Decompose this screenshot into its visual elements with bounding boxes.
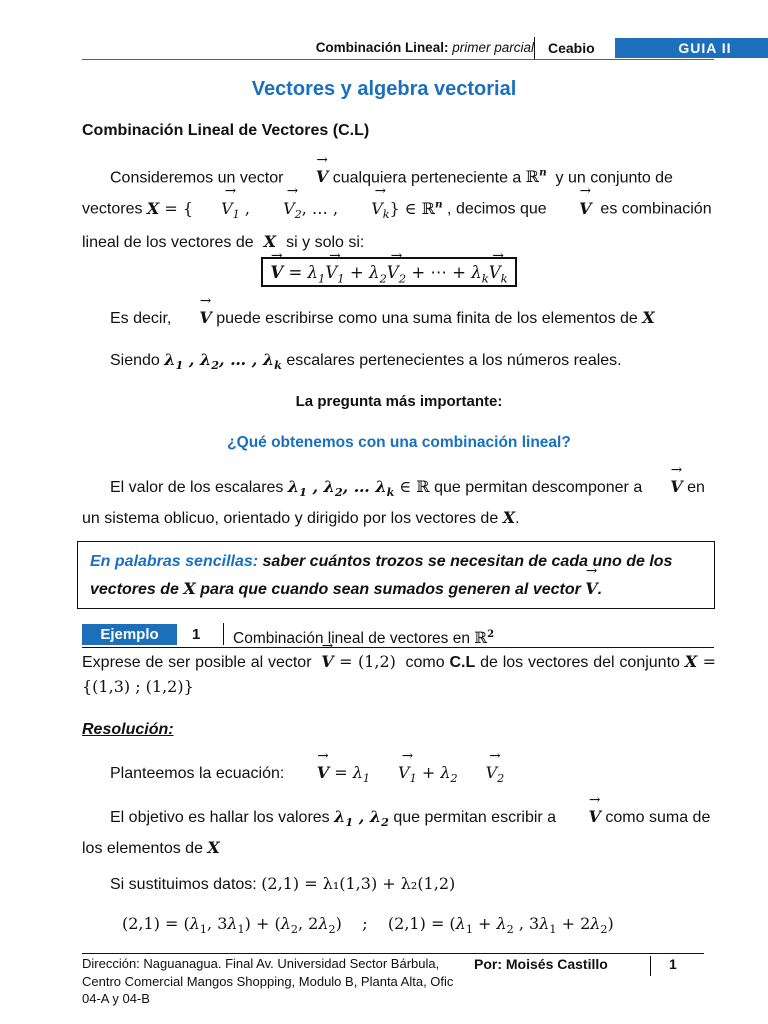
question-heading: La pregunta más importante:: [295, 393, 503, 410]
resolution-heading: Resolución:: [82, 721, 174, 738]
example-number: 1: [192, 626, 201, 643]
header-title: Combinación Lineal: primer parcial: [315, 40, 534, 55]
definition-box: En palabras sencillas: saber cuántos trozos se necesitan de cada uno de los vectores de X para que cuando sean sumados generen al vector → V.: [77, 541, 715, 609]
linear-combination-formula: → $V = \lambda_1\to V_1 + \lambda_2\to V_2$ + ⋯ + $\lambda_k\to V_k$: [261, 257, 517, 287]
section-title: Combinación Lineal de Vectores (C.L): [82, 122, 370, 139]
example-rule: [82, 647, 714, 648]
footer-rule: [82, 953, 704, 954]
example-header: [82, 623, 714, 647]
example-title: Combinación lineal de vectores en ℝ$^2$: [233, 629, 495, 648]
footer-author: Por: Moisés Castillo: [474, 956, 608, 972]
example-statement: Exprese de ser posible al vector → V = (1,2) como C.L de los vectores del conjunto X = {(1,3) ; (1,2)}: [82, 650, 716, 700]
intro-paragraph: Consideremos un vector → V cualquiera perteneciente a ℝ$^n$ y un conjunto de vectores X = {→ $V_1$ , → $V_2$, … , → $V_k$} ∈ ℝ$^n$ , decimos que → V es combinación lineal de los vectores de X si y solo si:: [82, 160, 716, 256]
example-divider: [223, 623, 224, 645]
question-text: ¿Qué obtenemos con una combinación lineal?: [227, 434, 571, 451]
page-number: 1: [669, 956, 677, 972]
page-header: [82, 37, 732, 61]
resolution-step2: El objetivo es hallar los valores $\lambda_1$ , $\lambda_2$ que permitan escribir a → V como suma de los elementos de X: [82, 804, 716, 861]
footer-divider: [650, 956, 651, 976]
header-guide-badge: GUIA II: [615, 38, 768, 58]
siendo-line: Siendo $\lambda_1$ , $\lambda_2$, … , $\lambda_k$ escalares pertenecientes a los números reales.: [110, 350, 622, 373]
answer-paragraph: El valor de los escalares $\lambda_1$ , $\lambda_2$, … $\lambda_k$ ∈ ℝ que permitan descomponer a→ V en un sistema oblicuo, orientado y dirigido por los vectores de X.: [82, 474, 716, 531]
example-label: Ejemplo: [82, 624, 177, 645]
header-rule: [82, 59, 714, 60]
header-divider: [534, 37, 535, 59]
header-brand: Ceabio: [548, 40, 595, 56]
page-title: Vectores y algebra vectorial: [251, 78, 517, 100]
es-decir-line: Es decir,→ V puede escribirse como una suma finita de los elementos de X: [82, 305, 716, 332]
resolution-step3: Si sustituimos datos: (2,1) = λ₁(1,3) + λ₂(1,2): [110, 874, 456, 893]
resolution-equations: $(2,1) = (\lambda_1$, $3\lambda_1) + (\lambda_2$, $2\lambda_2$) ; $(2,1) = (\lambda_1 + \lambda_2$ , $3\lambda_1 + 2\lambda_2$): [122, 914, 614, 937]
resolution-step1: Planteemos la ecuación: → $V = \lambda_1\to V_1 + \lambda_2\to V_2$: [82, 760, 716, 792]
footer-address: Dirección: Naguanagua. Final Av. Universidad Sector Bárbula, Centro Comercial Mangos Shopping, Modulo B, Planta Alta, Ofic 04-A y 04-B: [82, 956, 454, 1006]
